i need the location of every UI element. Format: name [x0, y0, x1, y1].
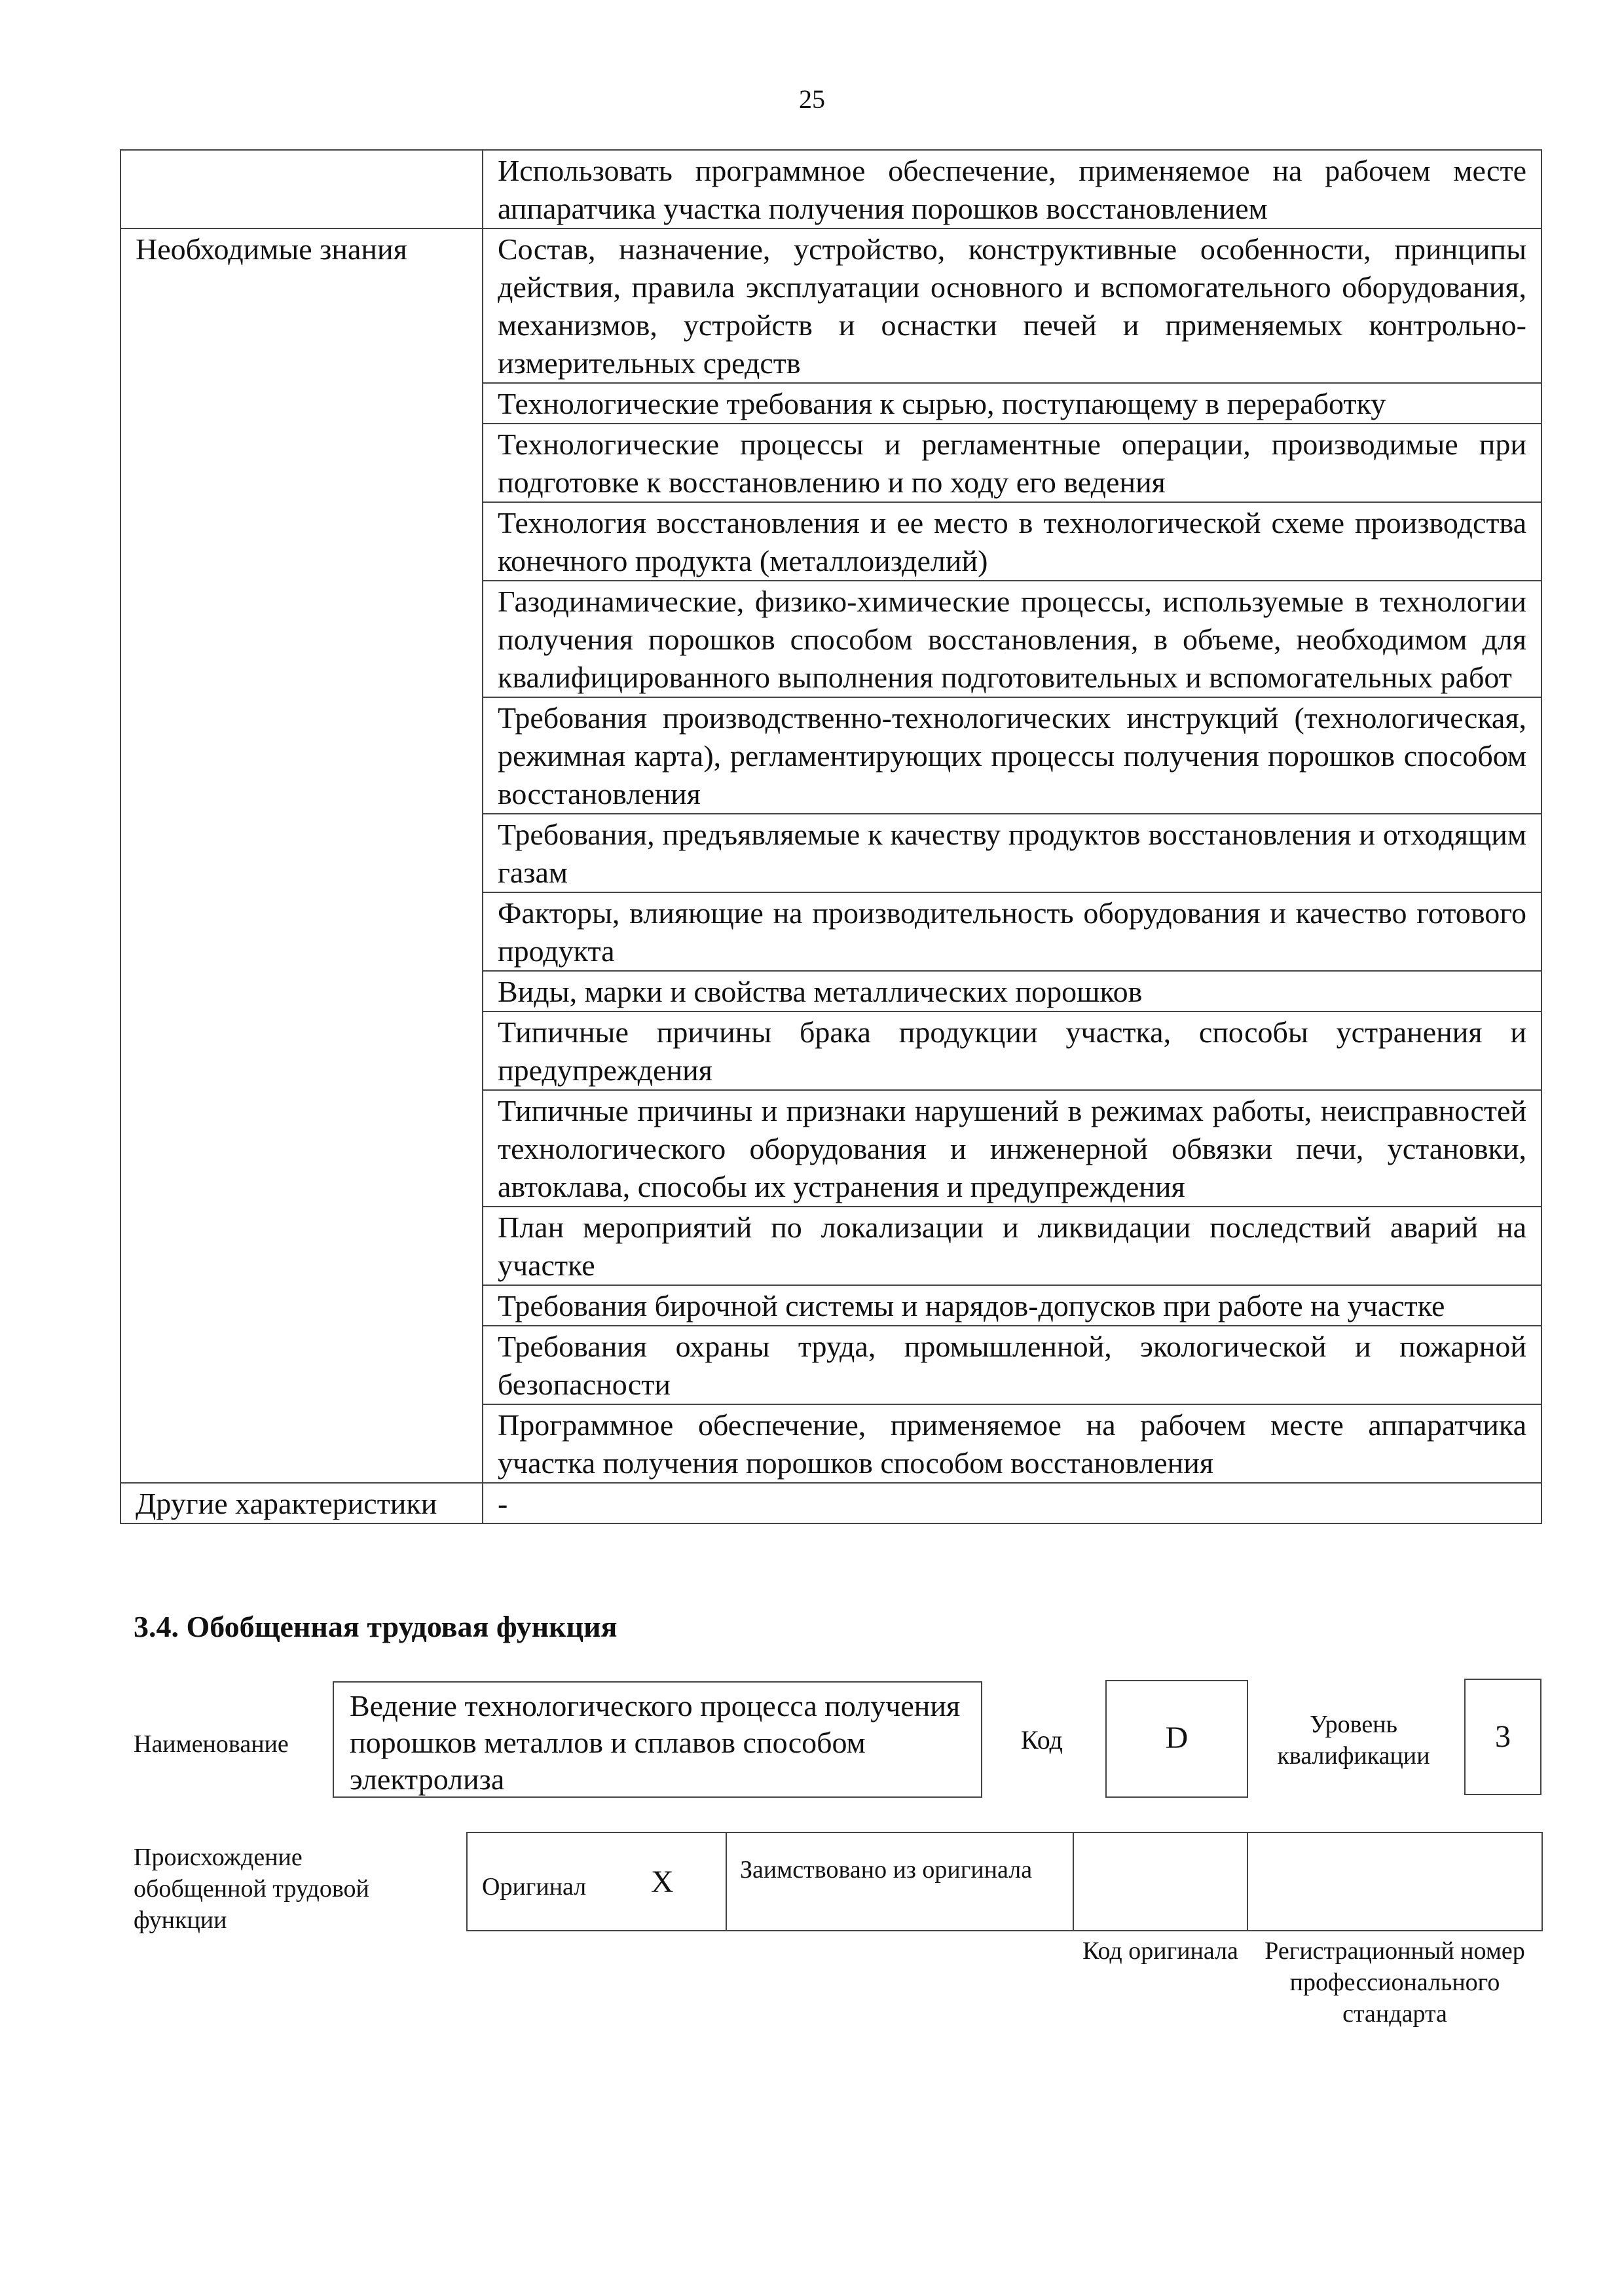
table-row: [120, 1326, 1541, 1404]
borrowed-label: Заимствовано из оригинала: [740, 1856, 1033, 1884]
empty-label-cell: [120, 814, 483, 892]
table-row: [120, 502, 1541, 581]
empty-label-cell: [120, 971, 483, 1011]
empty-label-cell: [120, 581, 483, 697]
function-name-value: Ведение технологического процесса получения порошков металлов и сплавов способом электролиза: [350, 1689, 961, 1796]
table-row: [120, 697, 1541, 814]
knowledge-item: Состав, назначение, устройство, конструктивные особенности, принципы действия, правила эксплуатации основного и вспомогательного оборудования, механизмов, устройств и оснастки печей и применяемых контрольно-измерительных средств: [483, 228, 1541, 383]
section-heading: 3.4. Обобщенная трудовая функция: [134, 1610, 618, 1643]
table-row: [120, 892, 1541, 971]
knowledge-item: Требования бирочной системы и нарядов-допусков при работе на участке: [483, 1285, 1541, 1326]
table-row: [120, 424, 1541, 502]
empty-label-cell: [120, 1011, 483, 1090]
empty-label-cell: [120, 1326, 483, 1404]
function-name-box: [333, 1681, 982, 1798]
table-row: [120, 971, 1541, 1011]
knowledge-item: Программное обеспечение, применяемое на рабочем месте аппаратчика участка получения порошков способом восстановления: [483, 1404, 1541, 1483]
requirements-table: [120, 149, 1542, 1524]
knowledge-item: Газодинамические, физико-химические процессы, используемые в технологии получения порошков способом восстановления, в объеме, необходимом для квалифицированного выполнения подготовительных и вспомогательных работ: [483, 581, 1541, 697]
table-row: [120, 814, 1541, 892]
empty-label-cell: [120, 383, 483, 424]
table-row: [120, 1090, 1541, 1207]
knowledge-item: Требования производственно-технологических инструкций (технологическая, режимная карта), регламентирующих процессы получения порошков способом восстановления: [483, 697, 1541, 814]
knowledge-label: Необходимые знания: [120, 228, 483, 383]
knowledge-item: Типичные причины брака продукции участка, способы устранения и предупреждения: [483, 1011, 1541, 1090]
origin-label: Происхождение обобщенной трудовой функции: [134, 1844, 369, 1934]
divider: [1073, 1832, 1074, 1931]
knowledge-item: Технологические процессы и регламентные операции, производимые при подготовке к восстановлению и по ходу его ведения: [483, 424, 1541, 502]
knowledge-item: Виды, марки и свойства металлических порошков: [483, 971, 1541, 1011]
table-row: [120, 228, 1541, 383]
empty-label-cell: [120, 150, 483, 228]
empty-label-cell: [120, 1404, 483, 1483]
knowledge-item: Технология восстановления и ее место в технологической схеме производства конечного продукта (металлоизделий): [483, 502, 1541, 581]
other-characteristics-value: -: [483, 1483, 1541, 1523]
table-row: [120, 1285, 1541, 1326]
divider: [726, 1832, 727, 1931]
code-label: Код: [1021, 1725, 1063, 1755]
level-value: 3: [1495, 1719, 1511, 1754]
empty-label-cell: [120, 892, 483, 971]
name-label: Наименование: [134, 1730, 289, 1758]
other-characteristics-label: Другие характеристики: [120, 1483, 483, 1523]
level-box: [1464, 1679, 1541, 1795]
original-mark: X: [651, 1865, 674, 1899]
registration-number-caption: Регистрационный номер профессионального стандарта: [1264, 1937, 1525, 2028]
code-value: D: [1165, 1721, 1189, 1755]
code-box: [1105, 1680, 1248, 1798]
divider: [1247, 1832, 1248, 1931]
knowledge-item: Требования охраны труда, промышленной, экологической и пожарной безопасности: [483, 1326, 1541, 1404]
table-row: [120, 383, 1541, 424]
table-row: [120, 581, 1541, 697]
empty-label-cell: [120, 1090, 483, 1207]
table-row: [120, 1404, 1541, 1483]
page-number: 25: [799, 84, 825, 114]
knowledge-item: Технологические требования к сырью, поступающему в переработку: [483, 383, 1541, 424]
empty-label-cell: [120, 1285, 483, 1326]
table-row: [120, 1483, 1541, 1523]
empty-label-cell: [120, 1207, 483, 1285]
original-label: Оригинал: [482, 1873, 587, 1901]
knowledge-item: План мероприятий по локализации и ликвидации последствий аварий на участке: [483, 1207, 1541, 1285]
empty-label-cell: [120, 424, 483, 502]
table-row: [120, 1011, 1541, 1090]
empty-label-cell: [120, 697, 483, 814]
knowledge-item: Типичные причины и признаки нарушений в режимах работы, неисправностей технологического оборудования и инженерной обвязки печи, установки, автоклава, способы их устранения и предупреждения: [483, 1090, 1541, 1207]
table-row: [120, 150, 1541, 228]
empty-label-cell: [120, 502, 483, 581]
knowledge-item: Факторы, влияющие на производительность оборудования и качество готового продукта: [483, 892, 1541, 971]
table-cell: Использовать программное обеспечение, применяемое на рабочем месте аппаратчика участка получения порошков восстановлением: [483, 150, 1541, 228]
original-code-caption: Код оригинала: [1082, 1937, 1238, 1965]
knowledge-item: Требования, предъявляемые к качеству продуктов восстановления и отходящим газам: [483, 814, 1541, 892]
table-row: [120, 1207, 1541, 1285]
qualification-level-label: Уровень квалификации: [1277, 1711, 1430, 1770]
